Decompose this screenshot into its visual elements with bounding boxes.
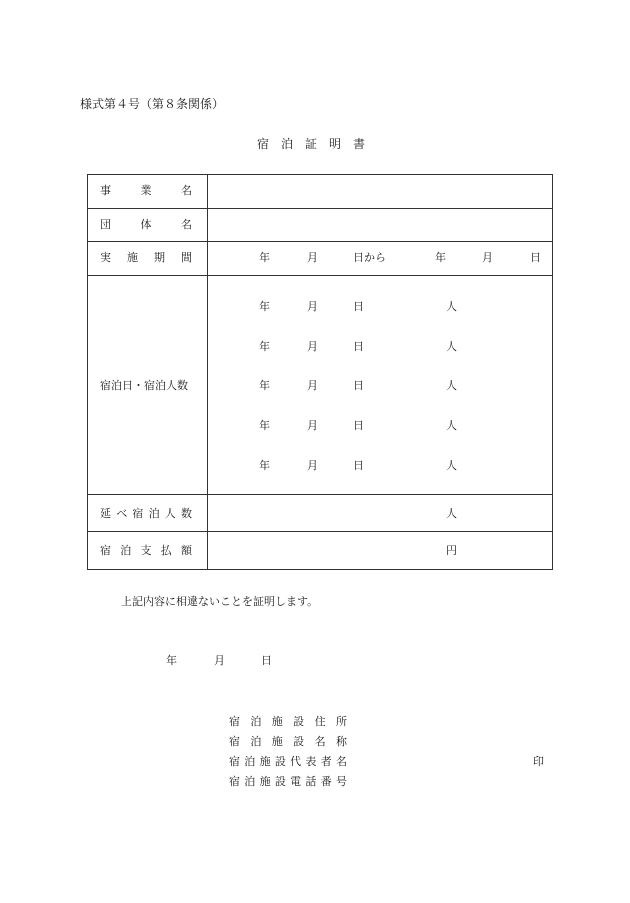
stay-persons: 人 xyxy=(446,419,457,432)
stay-month: 月 xyxy=(307,379,318,392)
total-persons-label: 延 べ 宿 泊 人 数 xyxy=(100,507,192,520)
stay-persons: 人 xyxy=(446,340,457,353)
facility-name-label: 宿 泊 施 設 名 称 xyxy=(229,735,347,748)
stay-year: 年 xyxy=(259,419,270,432)
stay-year: 年 xyxy=(259,300,270,313)
stay-persons: 人 xyxy=(446,300,457,313)
event-name-field[interactable] xyxy=(208,175,552,207)
payment-amount-label: 宿 泊 支 払 額 xyxy=(100,544,192,557)
stay-month: 月 xyxy=(307,419,318,432)
group-name-field[interactable] xyxy=(208,209,552,240)
page-title: 宿 泊 証 明 書 xyxy=(257,137,366,151)
payment-amount-field[interactable] xyxy=(208,532,552,569)
stay-month: 月 xyxy=(307,340,318,353)
total-persons-unit: 人 xyxy=(446,507,457,520)
facility-representative-field[interactable] xyxy=(355,752,525,770)
period-start-day: 日から xyxy=(353,251,386,264)
stay-year: 年 xyxy=(259,379,270,392)
facility-address-label: 宿 泊 施 設 住 所 xyxy=(229,715,347,728)
stay-day: 日 xyxy=(353,379,364,392)
stay-persons: 人 xyxy=(446,379,457,392)
cert-day: 日 xyxy=(261,654,272,667)
event-name-label: 事 業 名 xyxy=(100,184,192,197)
certification-text: 上記内容に相違ないことを証明します。 xyxy=(121,595,319,608)
stay-day: 日 xyxy=(353,419,364,432)
stay-month: 月 xyxy=(307,459,318,472)
stay-year: 年 xyxy=(259,459,270,472)
period-end-day: 日 xyxy=(530,251,541,264)
stay-month: 月 xyxy=(307,300,318,313)
group-name-label: 団 体 名 xyxy=(100,218,192,231)
period-end-month: 月 xyxy=(482,251,493,264)
seal-mark: 印 xyxy=(533,755,544,768)
stay-day: 日 xyxy=(353,459,364,472)
period-label: 実 施 期 間 xyxy=(100,251,192,264)
stay-year: 年 xyxy=(259,340,270,353)
stay-label: 宿泊日・宿泊人数 xyxy=(100,379,188,392)
facility-address-field[interactable] xyxy=(355,712,545,730)
cert-year: 年 xyxy=(166,654,177,667)
facility-name-field[interactable] xyxy=(355,732,545,750)
stay-day: 日 xyxy=(353,340,364,353)
facility-phone-field[interactable] xyxy=(355,772,545,790)
facility-representative-label: 宿 泊 施 設 代 表 者 名 xyxy=(229,755,347,768)
form-number: 様式第４号（第８条関係） xyxy=(80,97,225,111)
payment-amount-unit: 円 xyxy=(446,544,457,557)
cert-date-field[interactable] xyxy=(140,650,280,670)
period-start-month: 月 xyxy=(307,251,318,264)
period-start-year: 年 xyxy=(259,251,270,264)
cert-month: 月 xyxy=(214,654,225,667)
facility-phone-label: 宿 泊 施 設 電 話 番 号 xyxy=(229,775,347,788)
stay-day: 日 xyxy=(353,300,364,313)
period-end-year: 年 xyxy=(435,251,446,264)
total-persons-field[interactable] xyxy=(208,495,552,530)
stay-persons: 人 xyxy=(446,459,457,472)
